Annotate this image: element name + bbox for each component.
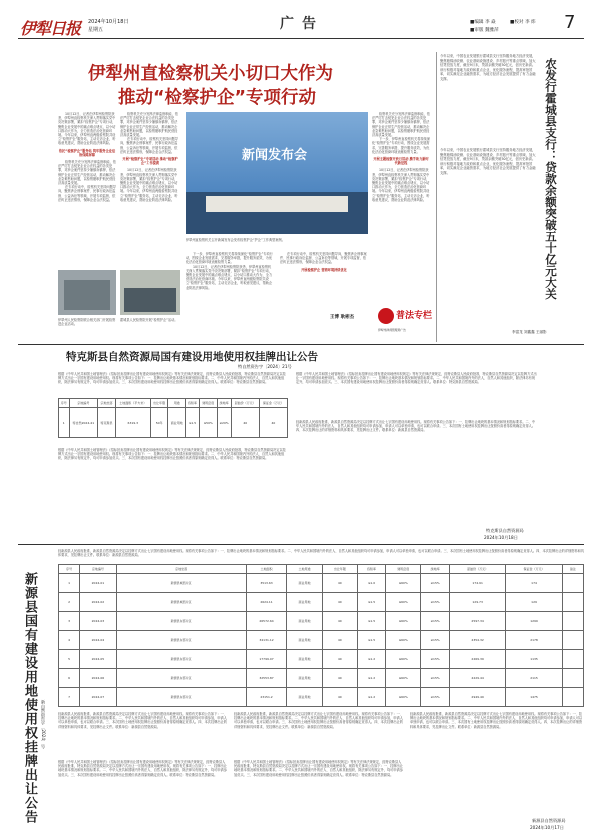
table-row — [59, 612, 584, 631]
table-header-cell: 土地用途 — [287, 565, 322, 574]
notice1-body-right: 根据《中华人民共和国土地管理法》《招标拍卖挂牌出让国有建设用地使用权规定》等有关法律法规规定，经特克斯县人民政府批准，特克斯县自然资源局决定以挂牌方式出让一宗国有建设用地使用权。现将有关事项公告如下：一、挂牌出让地块基本情况和规划指标要求。二、中华人民共和国境内外的法人、自然人和其他组织，除法律另有规定外，均可申请参加竞买。三、本次国有建设用地使用权挂牌出让按照价高者得原则确定竞得人。联系单位：特克斯县自然资源局。 — [296, 372, 537, 385]
table-cell: ≤1.5 — [357, 631, 385, 650]
page-number: 7 — [564, 12, 576, 33]
table-header-row — [59, 399, 288, 408]
table-cell — [562, 669, 583, 688]
article-paragraph: 在专项行动中，检察机关坚持问题导向，聚焦涉企刑事案件、民事行政诉讼监督、公益诉讼等领域，开展专项监督，依法纠正违法情形，保障企业合法权益。 — [120, 137, 178, 154]
press-photo-caption: 伊犁州直检察机关召开新闻发布会发布检察护企“护企”工作典型案例。 — [186, 238, 285, 242]
table-cell: ≥15% — [421, 669, 450, 688]
table-header-cell: 序号 — [59, 399, 70, 408]
table-row — [59, 574, 584, 593]
table-cell: 2024-03 — [80, 612, 117, 631]
article-column-4 — [280, 252, 368, 312]
editor-2: ■校对 李 炜 — [510, 20, 536, 25]
table-cell: 1475 — [506, 688, 562, 707]
article-paragraph: 检察机关充分发挥法律监督职能，依法严厉打击侵犯企业合法权益的各类犯罪，对涉企案件坚持少捕慎诉慎押，依法保护企业正常生产经营活动，推动解决企业急难愁盼问题，以检察履职护航民营经济高质量发展。 — [372, 112, 430, 138]
notice1-signature: 特克斯县自然资源局 — [486, 528, 524, 533]
table-cell — [562, 612, 583, 631]
table-cell: 2024-04 — [80, 631, 117, 650]
table-cell: 40 — [231, 408, 259, 438]
table-header-cell: 用途 — [168, 399, 186, 408]
notice1-intro: 根据《中华人民共和国土地管理法》《招标拍卖挂牌出让国有建设用地使用权规定》等有关法律法规规定，经特克斯县人民政府批准，特克斯县自然资源局决定以挂牌方式出让一宗国有建设用地使用权。现将有关事项公告如下：一、挂牌出让地块基本情况和规划指标要求。二、中华人民共和国境内外的法人、自然人和其他组织，除法律另有规定外，均可申请参加竞买。三、本次国有建设用地使用权挂牌出让按照价高者得原则确定竞得人。联系单位：特克斯县自然资源局。 — [58, 372, 286, 385]
table-cell: 商业用地 — [287, 650, 322, 669]
table-cell: 1135 — [506, 650, 562, 669]
table-header-cell: 土地面积 — [246, 565, 287, 574]
table-cell: ≤1.5 — [357, 612, 385, 631]
table-row — [59, 631, 584, 650]
table-cell — [562, 688, 583, 707]
article-paragraph: 10月12日，记者在伊犁州检察院获悉，伊犁州直检察机关深入贯彻落实党中央决策部署，紧扣“检察护企”专项行动，聚焦企业发展中的痛点难点堵点，以小切口推动大作为，全力营造法治化营商环境。今年以来，伊犁州直两级检察院共设立“检察护企”服务站，主动走访企业，听取意见建议，帮助企业防范法律风险。 — [372, 168, 430, 202]
table-cell: 5 — [59, 650, 80, 669]
table-cell: 2024-05 — [80, 650, 117, 669]
table-cell: 商业用地 — [287, 669, 322, 688]
article-column-3 — [186, 252, 274, 342]
table-cell: 特自然2024-41 — [69, 408, 98, 438]
photo-left — [58, 270, 116, 315]
table-cell: 26572.64 — [246, 612, 287, 631]
notice1-body-right-2: 经新源县人民政府批准，新源县自然资源局决定以挂牌方式出让七宗国有建设用地使用权。现将有关事项公告如下：一、挂牌出让地块的基本情况和规划指标要求。二、中华人民共和国境内外的法人、自然人和其他组织均可申请参加，申请人可以单独申请，也可以联合申请。三、本次国有土地使用权挂牌出让按照价高者得原则确定竞得人。四、本次挂牌出让的详细资料和具体要求，见挂牌出让文件。联系单位：新源县自然资源局。 — [296, 420, 536, 433]
notice2-number: 新自然资告字〔2024〕号 — [41, 700, 46, 749]
table-cell: 2024-01 — [80, 574, 117, 593]
table-cell: 174.91 — [449, 574, 505, 593]
table-header-cell: 出让年限 — [322, 565, 357, 574]
table-cell — [562, 593, 583, 612]
headline-line-2: 推动“检察护企”专项行动 — [118, 88, 317, 108]
article-paragraph: 检察机关充分发挥法律监督职能，依法严厉打击侵犯企业合法权益的各类犯罪，对涉企案件坚持少捕慎诉慎押，依法保护企业正常生产经营活动，推动解决企业急难愁盼问题，以检察履职护航民营经济高质量发展。 — [120, 112, 178, 138]
table-cell: 新源县东部片区 — [116, 669, 246, 688]
table-cell: 商业用地 — [287, 631, 322, 650]
table-cell: ≤1.5 — [185, 408, 199, 438]
side-divider — [436, 52, 437, 342]
article-column-5 — [372, 112, 433, 338]
table-row — [59, 688, 584, 707]
table-cell: 4354.32 — [449, 631, 505, 650]
notice2-body-col3: 经新源县人民政府批准，新源县自然资源局决定以挂牌方式出让七宗国有建设用地使用权。现将有关事项公告如下：一、挂牌出让地块的基本情况和规划指标要求。二、中华人民共和国境内外的法人、自然人和其他组织均可申请参加，申请人可以单独申请，也可以联合申请。三、本次国有土地使用权挂牌出让按照价高者得原则确定竞得人。四、本次挂牌出让的详细资料和具体要求，见挂牌出让文件。联系单位：新源县自然资源局。 — [410, 712, 583, 729]
table-cell: 2115 — [506, 669, 562, 688]
table-cell: 新源县东部片区 — [116, 688, 246, 707]
table-cell: 40 — [322, 688, 357, 707]
table-cell: ≤60% — [386, 669, 421, 688]
table-cell: 商业用地 — [287, 612, 322, 631]
table-cell: 2597.34 — [449, 612, 505, 631]
article-paragraph: 下一步，伊犁州直检察机关将持续深化“检察护企”专项行动，围绕企业发展需求，完善服务举措，提升服务质效，为优化法治化营商环境贡献检察力量。 — [372, 137, 430, 154]
notice2-intro: 经新源县人民政府批准，新源县自然资源局决定以挂牌方式出让七宗国有建设用地使用权。现将有关事项公告如下：一、挂牌出让地块的基本情况和规划指标要求。二、中华人民共和国境内外的法人、自然人和其他组织均可申请参加，申请人可以单独申请，也可以联合申请。三、本次国有土地使用权挂牌出让按照价高者得原则确定竞得人。四、本次挂牌出让的详细资料和具体要求，见挂牌出让文件。联系单位：新源县自然资源局。 — [58, 549, 584, 558]
table-header-cell: 宗地编号 — [80, 565, 117, 574]
table-cell: 17799.07 — [246, 650, 287, 669]
table-cell: 34131.12 — [246, 631, 287, 650]
table-cell: 32553.87 — [246, 669, 287, 688]
notice1-title: 特克斯县自然资源局国有建设用地使用权挂牌出让公告 — [66, 351, 318, 363]
table-cell: ≤1.2 — [357, 650, 385, 669]
issue-date: 2024年10月18日 — [88, 19, 129, 25]
table-cell: 商业用地 — [168, 408, 186, 438]
article-paragraph: 10月12日，记者在伊犁州检察院获悉，伊犁州直检察机关深入贯彻落实党中央决策部署，紧扣“检察护企”专项行动，聚焦企业发展中的痛点难点堵点，以小切口推动大作为，全力营造法治化营商环境。今年以来，伊犁州直两级检察院共设立“检察护企”服务站，主动走访企业，听取意见建议，帮助企业防范法律风险。 — [58, 112, 116, 146]
section-title: 广告 — [280, 16, 324, 32]
table-cell: 新源县城西片区 — [116, 593, 246, 612]
table-cell: 174 — [506, 574, 562, 593]
table-cell: 50年 — [150, 408, 168, 438]
table-header-cell: 宗地编号 — [69, 399, 98, 408]
table-header-cell: 容积率 — [357, 565, 385, 574]
subhead-2: 开展“检察护企”专项活动 推动“检察护企”工作提质 — [122, 157, 178, 166]
side-story-text: 今年以来，中国农业发展银行霍城县支行坚持服务地方经济发展，聚焦粮棉油收储、农业基础设施建设、乡村振兴等重点领域，加大信贷投放力度，截至9月末，贷款余额突破50亿元，创历史新高。该行积极对接地方政府和重点企业，优化服务流程，提高审批效率，切实满足企业融资需求，为地方经济社会发展提供了有力金融支撑。 — [440, 54, 536, 81]
law-column-badge — [378, 306, 434, 342]
table-header-cell: 保证金（万元） — [506, 565, 562, 574]
photo-left-caption: 伊犁州人民检察院联合相关部门开展检察进企业活动。 — [58, 318, 116, 327]
table-cell: 40 — [322, 631, 357, 650]
notice1-body-left: 根据《中华人民共和国土地管理法》《招标拍卖挂牌出让国有建设用地使用权规定》等有关法律法规规定，经特克斯县人民政府批准，特克斯县自然资源局决定以挂牌方式出让一宗国有建设用地使用权。现将有关事项公告如下：一、挂牌出让地块基本情况和规划指标要求。二、中华人民共和国境内外的法人、自然人和其他组织，除法律另有规定外，均可申请参加竞买。三、本次国有建设用地使用权挂牌出让按照价高者得原则确定竞得人。联系单位：特克斯县自然资源局。 — [58, 448, 286, 461]
notice2-body-col1b: 根据《中华人民共和国土地管理法》《招标拍卖挂牌出让国有建设用地使用权规定》等有关法律法规规定，经特克斯县人民政府批准，特克斯县自然资源局决定以挂牌方式出让一宗国有建设用地使用权。现将有关事项公告如下：一、挂牌出让地块基本情况和规划指标要求。二、中华人民共和国境内外的法人、自然人和其他组织，除法律另有规定外，均可申请参加竞买。三、本次国有建设用地使用权挂牌出让按照价高者得原则确定竞得人。联系单位：特克斯县自然资源局。 — [58, 760, 227, 777]
table-cell: ≤1.2 — [357, 669, 385, 688]
subhead-1: 依托“检察护企”服务站 筑牢服务企业法治保障屏障 — [58, 148, 116, 157]
table-cell: 40 — [322, 574, 357, 593]
editor-3: ■审版 魏雅萍 — [470, 28, 499, 33]
photo-right — [120, 270, 180, 315]
table-header-cell: 保证金（万元） — [259, 399, 287, 408]
masthead-rule — [18, 38, 584, 39]
table-cell: 3513.63 — [246, 574, 287, 593]
law-badge-title: 普法专栏 — [396, 311, 433, 321]
table-cell: ≤1.2 — [357, 688, 385, 707]
table-cell: ≤60% — [386, 574, 421, 593]
article-paragraph: 10月12日，记者在伊犁州检察院获悉，伊犁州直检察机关深入贯彻落实党中央决策部署，紧扣“检察护企”专项行动，聚焦企业发展中的痛点难点堵点，以小切口推动大作为，全力营造法治化营商环境。今年以来，伊犁州直两级检察院共设立“检察护企”服务站，主动走访企业，听取意见建议，帮助企业防范法律风险。 — [186, 264, 273, 290]
notice2-table — [58, 564, 584, 707]
notice2-body-col2b: 根据《中华人民共和国土地管理法》《招标拍卖挂牌出让国有建设用地使用权规定》等有关法律法规规定，经特克斯县人民政府批准，特克斯县自然资源局决定以挂牌方式出让一宗国有建设用地使用权。现将有关事项公告如下：一、挂牌出让地块基本情况和规划指标要求。二、中华人民共和国境内外的法人、自然人和其他组织，除法律另有规定外，均可申请参加竞买。三、本次国有建设用地使用权挂牌出让按照价高者得原则确定竞得人。联系单位：特克斯县自然资源局。 — [234, 760, 403, 777]
table-header-cell: 宗地坐落 — [98, 399, 116, 408]
article-paragraph: 下一步，伊犁州直检察机关将持续深化“检察护企”专项行动，围绕企业发展需求，完善服务举措，提升服务质效，为优化法治化营商环境贡献检察力量。 — [186, 252, 273, 265]
table-cell: 23151.2 — [246, 688, 287, 707]
table-cell: 2024-02 — [80, 593, 117, 612]
editor-1: ■编辑 李 焱 — [470, 20, 496, 25]
table-cell — [562, 631, 583, 650]
table-cell: 1299 — [506, 612, 562, 631]
table-cell: 2949.49 — [449, 688, 505, 707]
table-cell: 6 — [59, 669, 80, 688]
issue-weekday: 星期五 — [88, 27, 104, 33]
table-cell: 2 — [59, 593, 80, 612]
table-row — [59, 650, 584, 669]
table-cell: 2024-06 — [80, 669, 117, 688]
table-cell — [562, 650, 583, 669]
side-story-text-2: 今年以来，中国农业发展银行霍城县支行坚持服务地方经济发展，聚焦粮棉油收储、农业基础设施建设、乡村振兴等重点领域，加大信贷投放力度，截至9月末，贷款余额突破50亿元，创历史新高。该行积极对接地方政府和重点企业，优化服务流程，提高审批效率，切实满足企业融资需求，为地方经济社会发展提供了有力金融支撑。 — [440, 148, 536, 175]
notice2-date: 2024年10月17日 — [530, 825, 564, 830]
table-cell: ≤50% — [199, 408, 217, 438]
side-story-reporter: 李富龙 刘鑫鑫 王丽影 — [512, 330, 547, 334]
notice2-body-col1: 经新源县人民政府批准，新源县自然资源局决定以挂牌方式出让七宗国有建设用地使用权。现将有关事项公告如下：一、挂牌出让地块的基本情况和规划指标要求。二、中华人民共和国境内外的法人、自然人和其他组织均可申请参加，申请人可以单独申请，也可以联合申请。三、本次国有土地使用权挂牌出让按照价高者得原则确定竞得人。四、本次挂牌出让的详细资料和具体要求，见挂牌出让文件。联系单位：新源县自然资源局。 — [58, 712, 227, 729]
table-header-cell: 建筑密度 — [386, 565, 421, 574]
article-paragraph: 10月12日，记者在伊犁州检察院获悉，伊犁州直检察机关深入贯彻落实党中央决策部署，紧扣“检察护企”专项行动，聚焦企业发展中的痛点难点堵点，以小切口推动大作为，全力营造法治化营商环境。今年以来，伊犁州直两级检察院共设立“检察护企”服务站，主动走访企业，听取意见建议，帮助企业防范法律风险。 — [120, 168, 178, 202]
subhead-3: 开展检察护企 营商环境持续优化 — [301, 267, 347, 272]
section-rule-2 — [18, 544, 584, 545]
table-cell: 4229.44 — [449, 669, 505, 688]
table-cell: ≤60% — [386, 593, 421, 612]
table-header-row — [59, 565, 584, 574]
table-cell: 40 — [322, 650, 357, 669]
table-cell: ≤60% — [386, 612, 421, 631]
table-cell: 40 — [322, 593, 357, 612]
table-cell: ≤60% — [386, 688, 421, 707]
table-cell: ≤1.0 — [357, 574, 385, 593]
notice1-number: 特自然资告字〔2024〕21号 — [238, 364, 292, 369]
table-cell: 129.73 — [449, 593, 505, 612]
notice2-body-col2: 经新源县人民政府批准，新源县自然资源局决定以挂牌方式出让七宗国有建设用地使用权。现将有关事项公告如下：一、挂牌出让地块的基本情况和规划指标要求。二、中华人民共和国境内外的法人、自然人和其他组织均可申请参加，申请人可以单独申请，也可以联合申请。三、本次国有土地使用权挂牌出让按照价高者得原则确定竞得人。四、本次挂牌出让的详细资料和具体要求，见挂牌出让文件。联系单位：新源县自然资源局。 — [234, 712, 403, 729]
table-row — [59, 669, 584, 688]
table-header-cell: 起始价（万元） — [449, 565, 505, 574]
notice1-table — [58, 398, 288, 438]
table-cell: 2269.39 — [449, 650, 505, 669]
table-row — [59, 408, 288, 438]
table-cell: ≤1.5 — [357, 593, 385, 612]
table-cell: 2178 — [506, 631, 562, 650]
headline-line-1: 伊犁州直检察机关小切口大作为 — [88, 64, 333, 84]
table-cell: 商业用地 — [287, 688, 322, 707]
byline: 王博 耿彬杰 — [330, 315, 355, 320]
table-cell: 特克斯县 — [98, 408, 116, 438]
table-cell: ≤60% — [386, 650, 421, 669]
table-cell: ≥15% — [421, 574, 450, 593]
table-cell: ≥15% — [421, 650, 450, 669]
press-banner: 新闻发布会 — [242, 148, 308, 163]
table-header-cell: 出让年限 — [150, 399, 168, 408]
table-header-cell: 容积率 — [185, 399, 199, 408]
table-cell: 4 — [59, 631, 80, 650]
table-cell: 2624.11 — [246, 593, 287, 612]
notice2-signature: 新源县自然资源局 — [532, 818, 566, 823]
press-conference-photo — [186, 112, 368, 234]
photo-right-caption: 霍城县人民检察院开展“检察护企”活动。 — [120, 318, 178, 322]
article-column-2 — [120, 112, 180, 272]
notice1-date: 2024年10月18日 — [484, 535, 518, 540]
table-header-cell: 备注 — [562, 565, 583, 574]
table-cell: 40 — [322, 612, 357, 631]
newspaper-logo: 伊犁日报 — [20, 19, 81, 38]
table-cell: 3 — [59, 612, 80, 631]
table-header-cell: 绿地率 — [217, 399, 231, 408]
table-cell: 40 — [259, 408, 287, 438]
article-paragraph: 检察机关充分发挥法律监督职能，依法严厉打击侵犯企业合法权益的各类犯罪，对涉企案件坚持少捕慎诉慎押，依法保护企业正常生产经营活动，推动解决企业急难愁盼问题，以检察履职护航民营经济高质量发展。 — [58, 160, 116, 186]
table-cell: 6319.3 — [115, 408, 150, 438]
table-cell: ≥15% — [421, 631, 450, 650]
table-cell: 新源县东部片区 — [116, 612, 246, 631]
table-cell: 1 — [59, 574, 80, 593]
table-cell: ≥15% — [421, 593, 450, 612]
table-cell: 商业用地 — [287, 574, 322, 593]
article-paragraph: 在专项行动中，检察机关坚持问题导向，聚焦涉企刑事案件、民事行政诉讼监督、公益诉讼等领域，开展专项监督，依法纠正违法情形，保障企业合法权益。 — [280, 252, 367, 265]
masthead — [18, 12, 584, 44]
table-cell: ≥15% — [421, 688, 450, 707]
table-cell: 新源县城西片区 — [116, 574, 246, 593]
law-badge-subtitle: 伊犁州律师管理局广告 — [378, 328, 406, 332]
table-cell: 新源县东部片区 — [116, 650, 246, 669]
table-header-cell: 序号 — [59, 565, 80, 574]
table-cell: ≤60% — [386, 631, 421, 650]
table-cell: 新源县东部片区 — [116, 631, 246, 650]
table-header-cell: 宗地坐落 — [116, 565, 246, 574]
table-cell: 7 — [59, 688, 80, 707]
notice2-title: 新源县国有建设用地使用权挂牌出让公告 — [22, 572, 37, 824]
table-cell: 商业用地 — [287, 593, 322, 612]
table-header-cell: 绿地率 — [421, 565, 450, 574]
table-cell: ≥20% — [217, 408, 231, 438]
table-cell — [562, 574, 583, 593]
table-header-cell: 土地面积（平方米） — [115, 399, 150, 408]
table-header-cell: 起始价（万元） — [231, 399, 259, 408]
table-cell: 40 — [322, 669, 357, 688]
table-cell: ≥15% — [421, 612, 450, 631]
table-row — [59, 593, 584, 612]
side-story-headline: 农发行霍城县支行：贷款余额突破五十亿元大关 — [544, 58, 558, 300]
section-rule-1 — [18, 344, 584, 345]
table-header-cell: 建筑密度 — [199, 399, 217, 408]
table-cell: 129 — [506, 593, 562, 612]
article-paragraph: 在专项行动中，检察机关坚持问题导向，聚焦涉企刑事案件、民事行政诉讼监督、公益诉讼等领域，开展专项监督，依法纠正违法情形，保障企业合法权益。 — [58, 185, 116, 202]
subhead-4: 开展主题检察开放日活动 携手助力新时代新征程 — [373, 157, 429, 166]
table-cell: 1 — [59, 408, 70, 438]
table-cell: 2024-07 — [80, 688, 117, 707]
